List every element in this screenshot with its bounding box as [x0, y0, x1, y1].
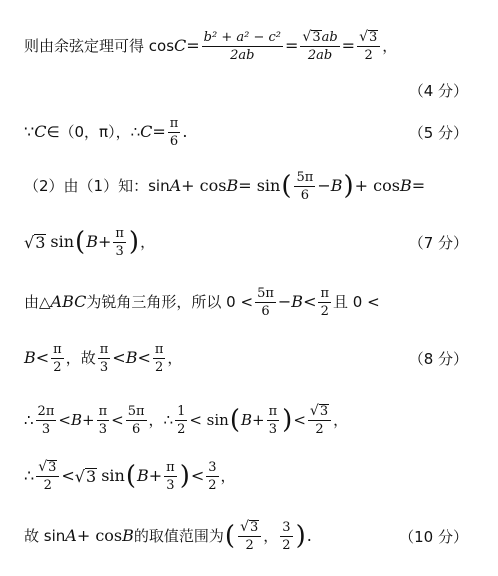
- text: + cos: [354, 176, 400, 195]
- text: 故 sin: [24, 527, 66, 545]
- period: .: [306, 526, 312, 545]
- fraction-pi-over-3: $\frac{\pi}{3}$: [268, 403, 278, 437]
- fraction-pi-over-6: $\frac{\pi}{6}$: [169, 115, 179, 149]
- fraction-pi-over-2: $\frac{\pi}{2}$: [320, 285, 330, 319]
- text: 由△: [24, 293, 51, 311]
- sqrt: √ 3: [74, 466, 97, 486]
- fraction-1-over-2: $\frac{1}{2}$: [177, 403, 186, 437]
- fraction-pi-over-3: $\frac{\pi}{3}$: [166, 459, 175, 493]
- less-than: <: [112, 348, 126, 367]
- var-b: B: [70, 411, 82, 429]
- minus: −: [317, 176, 331, 195]
- comma: ，: [333, 411, 349, 429]
- var-a: A: [65, 526, 77, 545]
- therefore-symbol: ∴: [24, 466, 35, 485]
- less-than: <: [137, 348, 151, 367]
- sqrt: √ 3: [359, 28, 378, 45]
- fraction-pi-over-3: $\frac{\pi}{3}$: [99, 341, 109, 375]
- text: + cos: [181, 176, 227, 195]
- sqrt: √ 3: [24, 232, 46, 252]
- var-b: B: [399, 176, 412, 195]
- var-b: B: [226, 176, 239, 195]
- comma: ，: [263, 527, 279, 545]
- score-label: （7 分）: [408, 233, 468, 252]
- equals: =: [341, 36, 356, 55]
- fraction-sqrt3-over-2: √ 3 2: [308, 404, 331, 437]
- plus: +: [148, 466, 163, 485]
- equals: =: [186, 36, 200, 55]
- denominator: 2ab: [230, 47, 255, 63]
- less-than: <: [61, 466, 75, 485]
- fraction-3-over-2: $\frac{3}{2}$: [208, 459, 217, 493]
- sqrt: √ 3: [309, 402, 329, 419]
- equals: =: [152, 122, 166, 141]
- comma: ，: [220, 467, 236, 485]
- score-label: （5 分）: [408, 123, 468, 142]
- denominator: 2ab: [307, 47, 333, 63]
- line-1: [0, 26, 498, 66]
- less-than: <: [111, 411, 124, 429]
- text: ，∴: [148, 411, 174, 429]
- text: 且 0 <: [333, 293, 380, 311]
- text: < sin: [189, 411, 229, 429]
- plus: +: [252, 411, 265, 429]
- text: （2）由（1）知：sin: [24, 177, 170, 195]
- fraction-pi-over-3: $\frac{\pi}{3}$: [98, 403, 108, 437]
- comma: ，: [140, 233, 156, 251]
- text: sin: [50, 232, 75, 251]
- text: 为锐角三角形，所以 0 <: [86, 293, 254, 311]
- score-label: （8 分）: [408, 349, 468, 368]
- fraction-sqrt3-over-2: √ 3 2: [238, 520, 261, 553]
- var-b: B: [330, 176, 343, 195]
- less-than: <: [190, 466, 205, 485]
- text: ，故: [65, 349, 96, 367]
- fraction-sqrt3ab: √ 3 ab 2ab: [302, 28, 338, 63]
- var-b: B: [291, 292, 304, 311]
- fraction-cosine-law: [202, 30, 283, 63]
- text: = sin: [238, 176, 281, 195]
- less-than: <: [303, 292, 317, 311]
- fraction-pi-over-2: $\frac{\pi}{2}$: [154, 341, 164, 375]
- var-b: B: [125, 348, 138, 367]
- var-c: C: [174, 36, 187, 55]
- text: 的取值范围为: [133, 527, 224, 545]
- line-10: 故 sin A + cos B 的取值范围为 ( √ 3 2 ， $\frac{3}{2}$ ) . （10 分）: [0, 516, 498, 556]
- minus: −: [277, 292, 292, 311]
- fraction-pi-over-2: $\frac{\pi}{2}$: [53, 341, 62, 375]
- text: sin: [101, 466, 125, 485]
- line-2: [0, 70, 498, 110]
- less-than: <: [58, 411, 71, 429]
- score-label: （10 分）: [399, 527, 468, 546]
- var-b: B: [122, 526, 134, 545]
- plus: +: [81, 411, 95, 429]
- therefore-symbol: ∴: [24, 411, 34, 429]
- var-c: C: [140, 122, 153, 141]
- line-4: （2）由（1）知：sin A + cos B = sin ( $\frac{5\pi}{6}$ − B ) + cos B =: [24, 169, 426, 203]
- text: + cos: [76, 526, 123, 545]
- fraction-sqrt3-over-2: [357, 30, 380, 63]
- sqrt: √ 3: [38, 458, 57, 475]
- triangle-abc: ABC: [50, 292, 87, 311]
- line-7: [0, 338, 498, 378]
- denominator: 2: [364, 47, 373, 63]
- var-c: C: [34, 122, 47, 141]
- line-8: ∴ $\frac{2\pi}{3}$ < B + $\frac{\pi}{3}$ < $\frac{5\pi}{6}$ ，∴ $\frac{1}{2}$ < sin ( B + $\frac{\pi}{3}$ ) < √ 3 2 ，: [24, 402, 349, 437]
- score-label: （4 分）: [408, 81, 468, 100]
- sqrt: √ 3: [240, 518, 259, 535]
- line-3: [0, 112, 498, 152]
- comma: ，: [382, 37, 398, 55]
- fraction-sqrt3-over-2: √ 3 2: [36, 460, 59, 493]
- line-6: [0, 282, 498, 322]
- comma: ，: [167, 349, 183, 367]
- sqrt: √ 3: [302, 28, 321, 45]
- equals: =: [284, 36, 299, 55]
- fraction-5pi-over-6: $\frac{5\pi}{6}$: [257, 285, 274, 319]
- line-5: √ 3 sin ( B + $\frac{\pi}{3}$ ) ， （7 分）: [0, 222, 498, 262]
- var-a: A: [169, 176, 182, 195]
- fraction-3-over-2: $\frac{3}{2}$: [282, 519, 291, 553]
- fraction-pi-over-3: $\frac{\pi}{3}$: [115, 225, 124, 259]
- fraction-5pi-over-6: $\frac{5\pi}{6}$: [127, 403, 145, 437]
- plus: +: [97, 232, 112, 251]
- because-symbol: ∵: [24, 122, 35, 141]
- var-b: B: [241, 411, 253, 429]
- fraction-2pi-over-3: $\frac{2\pi}{3}$: [37, 403, 55, 437]
- line-9: ∴ √ 3 2 < √ 3 sin ( B + $\frac{\pi}{3}$ ) < $\frac{3}{2}$ ，: [24, 458, 236, 493]
- less-than: <: [35, 348, 50, 367]
- interval-text: ∈（0，π），∴: [46, 123, 141, 141]
- var-b: B: [136, 466, 149, 485]
- numerator: b² + a² − c²: [203, 29, 281, 45]
- equals: =: [411, 176, 426, 195]
- period: .: [182, 122, 188, 141]
- less-than: <: [293, 411, 306, 429]
- fraction-5pi-over-6: $\frac{5\pi}{6}$: [296, 169, 314, 203]
- var-b: B: [86, 232, 98, 251]
- var-b: B: [24, 348, 36, 367]
- text: 则由余弦定理可得 cos: [24, 37, 175, 55]
